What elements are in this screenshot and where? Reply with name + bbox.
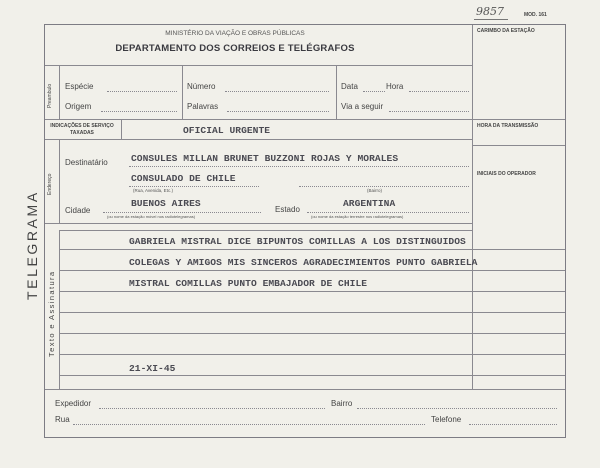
via-line [389, 111, 469, 112]
expedidor-line [99, 408, 325, 409]
via-label: Via a seguir [341, 102, 384, 111]
model-number: MOD. 161 [524, 12, 547, 18]
text-section-label: Texto e Assinatura [47, 270, 56, 357]
expedidor-label: Expedidor [55, 399, 92, 408]
operator-label: INICIAIS DO OPERADOR [477, 171, 536, 177]
telegram-side-title: TELEGRAMA [24, 190, 40, 300]
ministry-title: MINISTÉRIO DA VIAÇÃO E OBRAS PÚBLICAS [165, 30, 305, 37]
palavras-label: Palavras [187, 102, 219, 111]
message-line-1: GABRIELA MISTRAL DICE BIPUNTOS COMILLAS A LOS DISTINGUIDOS [129, 236, 466, 247]
estado-line [307, 212, 469, 213]
estado-label: Estado [275, 205, 300, 214]
origem-label: Origem [65, 102, 92, 111]
service-value: OFICIAL URGENTE [183, 125, 271, 136]
street-line [129, 186, 259, 187]
destinatario-value: CONSULES MILLAN BRUNET BUZZONI ROJAS Y MORALES [131, 153, 399, 164]
cidade-line [103, 212, 261, 213]
cidade-value: BUENOS AIRES [131, 198, 201, 209]
telefone-label: Telefone [431, 415, 462, 424]
numero-line [225, 91, 329, 92]
service-label: INDICAÇÕES DE SERVIÇO TAXADAS [50, 123, 114, 136]
telegram-form [44, 24, 566, 438]
street-hint: (Rua, Avenida, Etc.) [133, 188, 173, 193]
bairro-line [299, 186, 469, 187]
address-section-label: Endereço [47, 173, 53, 195]
numero-label: Número [187, 82, 216, 91]
stamp-box-label: CARIMBO DA ESTAÇÃO [477, 28, 535, 34]
transmission-label: HORA DA TRANSMISSÃO [477, 123, 539, 129]
estado-value: ARGENTINA [343, 198, 396, 209]
data-label: Data [341, 82, 358, 91]
street-value: CONSULADO DE CHILE [131, 173, 236, 184]
handwritten-underline [474, 19, 508, 20]
message-line-3: MISTRAL COMILLAS PUNTO EMBAJADOR DE CHILE [129, 278, 368, 289]
message-date: 21-XI-45 [129, 363, 176, 374]
message-line-2: COLEGAS Y AMIGOS MIS SINCEROS AGRADECIMIENTOS PUNTO GABRIELA [129, 257, 478, 268]
hora-label: Hora [386, 82, 404, 91]
destinatario-label: Destinatário [65, 158, 108, 167]
telefone-line [469, 424, 557, 425]
bairro-hint: (Bairro) [367, 188, 383, 193]
hora-line [409, 91, 469, 92]
especie-line [107, 91, 177, 92]
department-title: DEPARTAMENTO DOS CORREIOS E TELÉGRAFOS [115, 43, 355, 54]
bairro-label: Bairro [331, 399, 353, 408]
especie-label: Espécie [65, 82, 94, 91]
rua-line [73, 424, 425, 425]
cidade-hint: (ou nome da estação móvel nos radiotelegramas) [107, 214, 196, 219]
handwritten-number: 9857 [476, 5, 504, 18]
data-line [363, 91, 385, 92]
destinatario-line [129, 166, 469, 167]
palavras-line [227, 111, 329, 112]
preamble-section-label: Preambulo [47, 83, 53, 108]
origem-line [101, 111, 177, 112]
rua-label: Rua [55, 415, 70, 424]
estado-hint: (ou nome da estação terrestre nos radiotelegramas) [311, 214, 404, 219]
cidade-label: Cidade [65, 206, 91, 215]
bairro-footer-line [357, 408, 557, 409]
